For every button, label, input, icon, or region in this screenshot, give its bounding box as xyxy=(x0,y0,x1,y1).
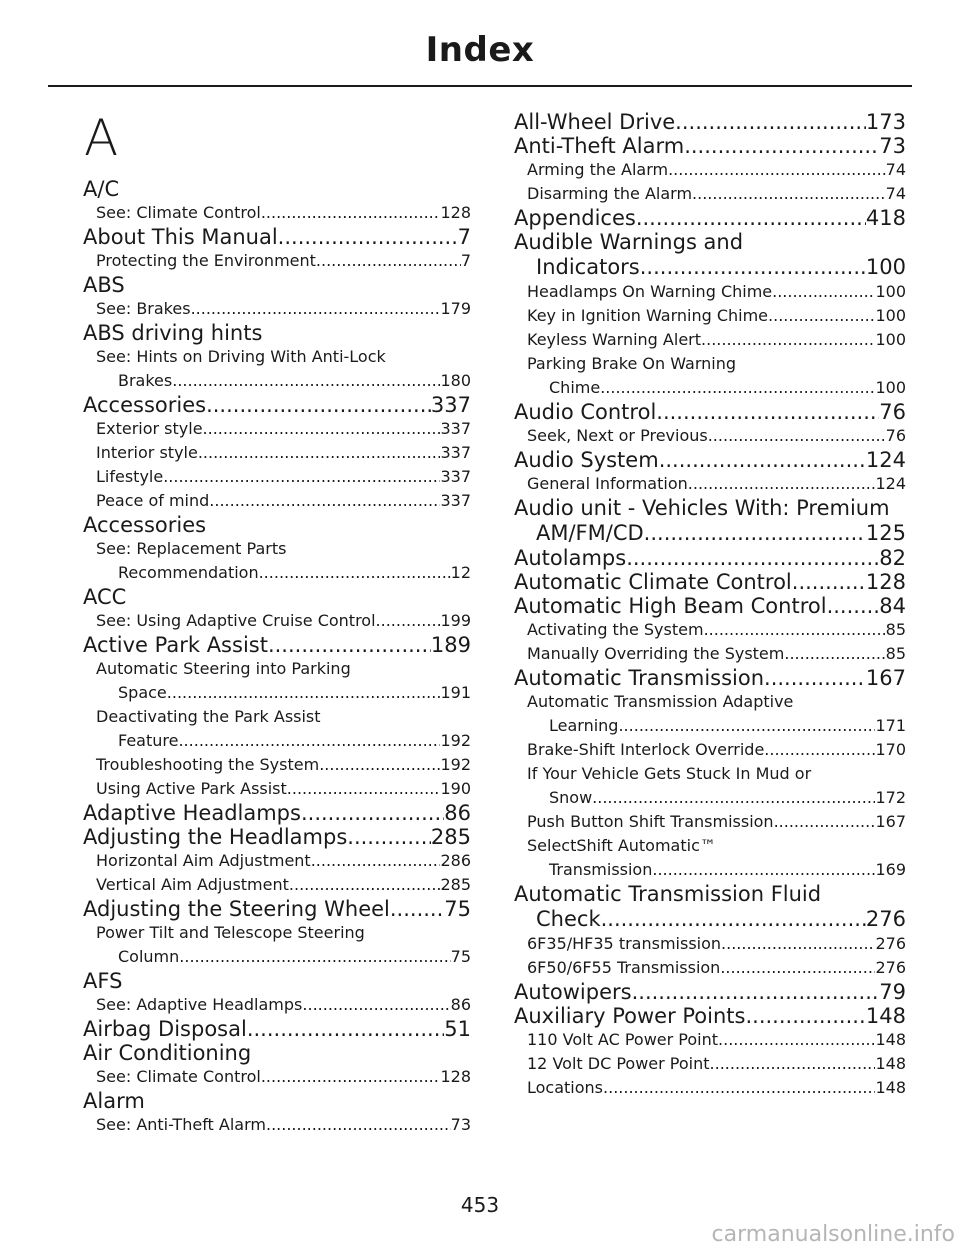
index-subentry xyxy=(514,424,906,448)
index-subentry xyxy=(83,345,471,393)
index-subentry xyxy=(83,465,471,489)
index-subentry xyxy=(514,182,906,206)
page-ref: 124 xyxy=(875,474,906,493)
index-heading xyxy=(514,448,906,472)
entry-text: Seek, Next or Previous xyxy=(527,426,708,445)
entry-text: Brake-Shift Interlock Override xyxy=(527,740,765,759)
entry-text: See: Climate Control xyxy=(96,1067,261,1086)
entry-list xyxy=(83,177,471,1137)
index-subentry xyxy=(83,441,471,465)
dot-leader xyxy=(390,897,444,921)
index-subentry xyxy=(83,609,471,633)
entry-text: ABS driving hints xyxy=(83,321,263,345)
page-ref: 199 xyxy=(440,611,471,630)
page-ref: 190 xyxy=(440,779,471,798)
dot-leader xyxy=(745,1004,865,1028)
dot-leader xyxy=(311,849,441,873)
index-heading xyxy=(514,230,906,280)
dot-leader xyxy=(768,304,875,328)
index-column-left xyxy=(83,110,471,1137)
page-ref: 148 xyxy=(865,1004,906,1028)
dot-leader xyxy=(278,225,458,249)
page-ref: 418 xyxy=(865,206,906,230)
dot-leader xyxy=(287,777,441,801)
entry-text: Accessories xyxy=(83,513,207,537)
dot-leader xyxy=(376,609,441,633)
index-subentry xyxy=(83,1113,471,1137)
entry-list xyxy=(514,110,906,1100)
index-heading xyxy=(83,1041,471,1065)
index-subentry xyxy=(83,705,471,753)
dot-leader xyxy=(774,810,876,834)
entry-text: Automatic Transmission Fluid xyxy=(514,882,822,906)
dot-leader xyxy=(668,158,886,182)
index-heading xyxy=(83,585,471,609)
index-subentry xyxy=(514,1028,906,1052)
dot-leader xyxy=(347,825,431,849)
dot-leader xyxy=(675,110,866,134)
index-subentry xyxy=(83,1065,471,1089)
dot-leader xyxy=(652,858,875,882)
dot-leader xyxy=(600,376,875,400)
dot-leader xyxy=(772,280,875,304)
index-subentry xyxy=(514,304,906,328)
dot-leader xyxy=(191,297,441,321)
page-ref: 337 xyxy=(440,419,471,438)
entry-continuation: Column xyxy=(118,947,180,966)
watermark: carmanualsonline.info xyxy=(711,1222,955,1247)
index-heading xyxy=(514,110,906,134)
index-subentry xyxy=(83,873,471,897)
entry-text: If Your Vehicle Gets Stuck In Mud or xyxy=(527,764,812,783)
index-subentry xyxy=(514,642,906,666)
page-ref: 7 xyxy=(460,251,471,270)
index-heading xyxy=(83,801,471,825)
dot-leader xyxy=(198,441,441,465)
entry-text: Keyless Warning Alert xyxy=(527,330,702,349)
page-ref: 180 xyxy=(440,371,471,390)
dot-leader xyxy=(261,201,441,225)
dot-leader xyxy=(203,417,441,441)
dot-leader xyxy=(316,249,461,273)
page-ref: 76 xyxy=(885,426,906,445)
entry-text: Key in Ignition Warning Chime xyxy=(527,306,769,325)
page-ref: 73 xyxy=(450,1115,471,1134)
index-subentry xyxy=(83,417,471,441)
page-ref: 51 xyxy=(444,1017,471,1041)
entry-text: Accessories xyxy=(83,393,207,417)
page-ref: 74 xyxy=(885,160,906,179)
entry-text: Automatic Steering into Parking xyxy=(96,659,351,678)
entry-continuation: Recommendation xyxy=(118,563,259,582)
index-subentry xyxy=(514,472,906,496)
index-heading xyxy=(514,206,906,230)
page-ref: 74 xyxy=(885,184,906,203)
dot-leader xyxy=(708,424,886,448)
dot-leader xyxy=(827,594,880,618)
page-ref: 276 xyxy=(865,907,906,931)
page-ref: 128 xyxy=(440,1067,471,1086)
entry-text: Anti-Theft Alarm xyxy=(514,134,685,158)
entry-continuation: AM/FM/CD xyxy=(536,521,644,545)
page-ref: 75 xyxy=(450,947,471,966)
entry-text: Parking Brake On Warning xyxy=(527,354,736,373)
index-heading xyxy=(83,1089,471,1113)
index-heading xyxy=(514,666,906,690)
dot-leader xyxy=(792,570,866,594)
entry-text: Adaptive Headlamps xyxy=(83,801,301,825)
page-ref: 12 xyxy=(450,563,471,582)
page-ref: 125 xyxy=(865,521,906,545)
entry-continuation: Indicators xyxy=(536,255,640,279)
dot-leader xyxy=(592,786,875,810)
index-heading xyxy=(83,1017,471,1041)
entry-continuation: Check xyxy=(536,907,601,931)
entry-text: Troubleshooting the System xyxy=(96,755,320,774)
index-heading xyxy=(83,321,471,345)
dot-leader xyxy=(178,729,440,753)
index-subentry xyxy=(514,834,906,882)
index-heading xyxy=(514,546,906,570)
entry-text: Automatic Transmission Adaptive xyxy=(527,692,794,711)
index-heading xyxy=(514,882,906,932)
page-ref: 286 xyxy=(440,851,471,870)
page-ref: 148 xyxy=(875,1030,906,1049)
entry-text: AFS xyxy=(83,969,123,993)
page-ref: 337 xyxy=(440,491,471,510)
index-heading xyxy=(514,1004,906,1028)
index-heading xyxy=(514,400,906,424)
entry-text: Autowipers xyxy=(514,980,632,1004)
entry-continuation: Transmission xyxy=(549,860,653,879)
index-heading xyxy=(514,980,906,1004)
entry-text: Locations xyxy=(527,1078,604,1097)
dot-leader xyxy=(618,714,875,738)
entry-text: About This Manual xyxy=(83,225,278,249)
index-subentry xyxy=(83,657,471,705)
entry-text: See: Using Adaptive Cruise Control xyxy=(96,611,376,630)
index-heading xyxy=(83,969,471,993)
entry-text: Horizontal Aim Adjustment xyxy=(96,851,311,870)
entry-text: Audio unit - Vehicles With: Premium xyxy=(514,496,890,520)
page-ref: 100 xyxy=(875,378,906,397)
index-subentry xyxy=(514,328,906,352)
index-subentry xyxy=(514,690,906,738)
dot-leader xyxy=(656,400,879,424)
entry-text: General Information xyxy=(527,474,688,493)
entry-continuation: Learning xyxy=(549,716,619,735)
entry-text: Activating the System xyxy=(527,620,704,639)
page-ref: 124 xyxy=(865,448,906,472)
index-subentry xyxy=(83,921,471,969)
page-ref: 192 xyxy=(440,755,471,774)
entry-text: 6F35/HF35 transmission xyxy=(527,934,722,953)
page-ref: 171 xyxy=(875,716,906,735)
entry-text: Push Button Shift Transmission xyxy=(527,812,774,831)
dot-leader xyxy=(644,521,866,546)
dot-leader xyxy=(764,738,875,762)
page-ref: 285 xyxy=(440,875,471,894)
entry-text: Alarm xyxy=(83,1089,145,1113)
page-ref: 189 xyxy=(430,633,471,657)
entry-text: Audible Warnings and xyxy=(514,230,744,254)
entry-text: Vertical Aim Adjustment xyxy=(96,875,289,894)
page-ref: 148 xyxy=(875,1078,906,1097)
dot-leader xyxy=(163,465,440,489)
entry-text: See: Replacement Parts xyxy=(96,539,287,558)
entry-text: Using Active Park Assist xyxy=(96,779,287,798)
dot-leader xyxy=(302,993,450,1017)
entry-text: 110 Volt AC Power Point xyxy=(527,1030,719,1049)
entry-text: Automatic Transmission xyxy=(514,666,765,690)
index-heading xyxy=(514,496,906,546)
dot-leader xyxy=(319,753,440,777)
dot-leader xyxy=(632,980,880,1004)
dot-leader xyxy=(626,546,879,570)
title-divider xyxy=(48,85,912,87)
page-ref: 276 xyxy=(875,934,906,953)
entry-text: 12 Volt DC Power Point xyxy=(527,1054,710,1073)
entry-text: Adjusting the Steering Wheel xyxy=(83,897,390,921)
page-ref: 100 xyxy=(875,306,906,325)
index-subentry xyxy=(83,249,471,273)
dot-leader xyxy=(704,618,886,642)
page-ref: 167 xyxy=(865,666,906,690)
entry-text: Audio System xyxy=(514,448,659,472)
entry-text: Peace of mind xyxy=(96,491,210,510)
dot-leader xyxy=(206,393,431,417)
page-ref: 75 xyxy=(444,897,471,921)
page-ref: 128 xyxy=(865,570,906,594)
dot-leader xyxy=(259,561,451,585)
dot-leader xyxy=(784,642,885,666)
index-heading xyxy=(83,897,471,921)
page-ref: 73 xyxy=(879,134,906,158)
entry-text: See: Climate Control xyxy=(96,203,261,222)
page-ref: 100 xyxy=(875,282,906,301)
index-column-right xyxy=(514,110,906,1100)
entry-continuation: Brakes xyxy=(118,371,173,390)
index-subentry xyxy=(83,993,471,1017)
entry-text: Active Park Assist xyxy=(83,633,268,657)
page-ref: 337 xyxy=(430,393,471,417)
entry-text: ACC xyxy=(83,585,127,609)
index-heading xyxy=(83,633,471,657)
index-subentry xyxy=(514,618,906,642)
dot-leader xyxy=(720,956,875,980)
index-subentry xyxy=(83,537,471,585)
dot-leader xyxy=(179,945,450,969)
page-ref: 167 xyxy=(875,812,906,831)
page-number: 453 xyxy=(460,1193,500,1217)
page-title: Index xyxy=(425,30,535,70)
index-heading xyxy=(514,594,906,618)
dot-leader xyxy=(261,1065,441,1089)
entry-text: Air Conditioning xyxy=(83,1041,252,1065)
dot-leader xyxy=(167,681,441,705)
index-subentry xyxy=(514,932,906,956)
entry-text: Exterior style xyxy=(96,419,203,438)
dot-leader xyxy=(601,907,866,932)
dot-leader xyxy=(172,369,440,393)
page-ref: 76 xyxy=(879,400,906,424)
dot-leader xyxy=(247,1017,444,1041)
dot-leader xyxy=(266,1113,451,1137)
entry-text: Interior style xyxy=(96,443,198,462)
dot-leader xyxy=(688,472,876,496)
page-ref: 169 xyxy=(875,860,906,879)
dot-leader xyxy=(692,182,886,206)
page-ref: 84 xyxy=(879,594,906,618)
page-ref: 172 xyxy=(875,788,906,807)
entry-continuation: Feature xyxy=(118,731,179,750)
entry-text: Audio Control xyxy=(514,400,657,424)
index-subentry xyxy=(514,1052,906,1076)
entry-text: Autolamps xyxy=(514,546,627,570)
index-heading xyxy=(514,570,906,594)
dot-leader xyxy=(659,448,866,472)
entry-continuation: Space xyxy=(118,683,167,702)
page-ref: 100 xyxy=(865,255,906,279)
page-ref: 276 xyxy=(875,958,906,977)
page-ref: 148 xyxy=(875,1054,906,1073)
index-heading xyxy=(83,225,471,249)
page-ref: 86 xyxy=(450,995,471,1014)
index-subentry xyxy=(514,1076,906,1100)
dot-leader xyxy=(289,873,441,897)
index-heading xyxy=(83,273,471,297)
entry-text: Disarming the Alarm xyxy=(527,184,693,203)
entry-text: Airbag Disposal xyxy=(83,1017,247,1041)
index-subentry xyxy=(514,280,906,304)
page-ref: 86 xyxy=(444,801,471,825)
entry-text: SelectShift Automatic™ xyxy=(527,836,716,855)
page-ref: 100 xyxy=(875,330,906,349)
index-subentry xyxy=(83,753,471,777)
entry-text: ABS xyxy=(83,273,125,297)
page-ref: 337 xyxy=(440,467,471,486)
page-ref: 179 xyxy=(440,299,471,318)
index-heading xyxy=(83,825,471,849)
entry-text: Automatic Climate Control xyxy=(514,570,792,594)
dot-leader xyxy=(710,1052,876,1076)
dot-leader xyxy=(209,489,440,513)
index-subentry xyxy=(514,810,906,834)
dot-leader xyxy=(701,328,875,352)
dot-leader xyxy=(718,1028,875,1052)
dot-leader xyxy=(301,801,444,825)
entry-text: See: Anti-Theft Alarm xyxy=(96,1115,266,1134)
index-subentry xyxy=(514,956,906,980)
index-subentry xyxy=(83,849,471,873)
dot-leader xyxy=(684,134,879,158)
index-subentry xyxy=(514,738,906,762)
entry-text: Automatic High Beam Control xyxy=(514,594,827,618)
index-subentry xyxy=(514,352,906,400)
dot-leader xyxy=(268,633,431,657)
dot-leader xyxy=(640,255,866,280)
entry-text: Lifestyle xyxy=(96,467,164,486)
index-subentry xyxy=(83,777,471,801)
index-subentry xyxy=(514,762,906,810)
index-subentry xyxy=(83,201,471,225)
page-ref: 128 xyxy=(440,203,471,222)
entry-continuation: Chime xyxy=(549,378,601,397)
entry-text: Headlamps On Warning Chime xyxy=(527,282,773,301)
entry-text: Power Tilt and Telescope Steering xyxy=(96,923,365,942)
entry-text: All-Wheel Drive xyxy=(514,110,676,134)
entry-text: Arming the Alarm xyxy=(527,160,669,179)
page-ref: 85 xyxy=(885,620,906,639)
page-ref: 7 xyxy=(457,225,471,249)
dot-leader xyxy=(721,932,875,956)
entry-text: See: Hints on Driving With Anti-Lock xyxy=(96,347,386,366)
entry-text: See: Brakes xyxy=(96,299,191,318)
entry-continuation: Snow xyxy=(549,788,593,807)
entry-text: Manually Overriding the System xyxy=(527,644,785,663)
index-subentry xyxy=(83,489,471,513)
page-ref: 82 xyxy=(879,546,906,570)
index-heading xyxy=(83,177,471,201)
page-ref: 285 xyxy=(430,825,471,849)
dot-leader xyxy=(764,666,866,690)
entry-text: 6F50/6F55 Transmission xyxy=(527,958,721,977)
entry-text: See: Adaptive Headlamps xyxy=(96,995,303,1014)
section-letter: A xyxy=(84,109,119,167)
index-heading xyxy=(83,393,471,417)
page-ref: 192 xyxy=(440,731,471,750)
entry-text: Appendices xyxy=(514,206,636,230)
page-ref: 170 xyxy=(875,740,906,759)
page-ref: 79 xyxy=(879,980,906,1004)
page-ref: 191 xyxy=(440,683,471,702)
index-subentry xyxy=(83,297,471,321)
entry-text: Deactivating the Park Assist xyxy=(96,707,321,726)
dot-leader xyxy=(636,206,866,230)
index-heading xyxy=(83,513,471,537)
entry-text: A/C xyxy=(83,177,120,201)
page-ref: 85 xyxy=(885,644,906,663)
page-ref: 173 xyxy=(865,110,906,134)
page-ref: 337 xyxy=(440,443,471,462)
entry-text: Auxiliary Power Points xyxy=(514,1004,746,1028)
entry-text: Protecting the Environment xyxy=(96,251,316,270)
dot-leader xyxy=(603,1076,875,1100)
entry-text: Adjusting the Headlamps xyxy=(83,825,348,849)
index-heading xyxy=(514,134,906,158)
index-subentry xyxy=(514,158,906,182)
